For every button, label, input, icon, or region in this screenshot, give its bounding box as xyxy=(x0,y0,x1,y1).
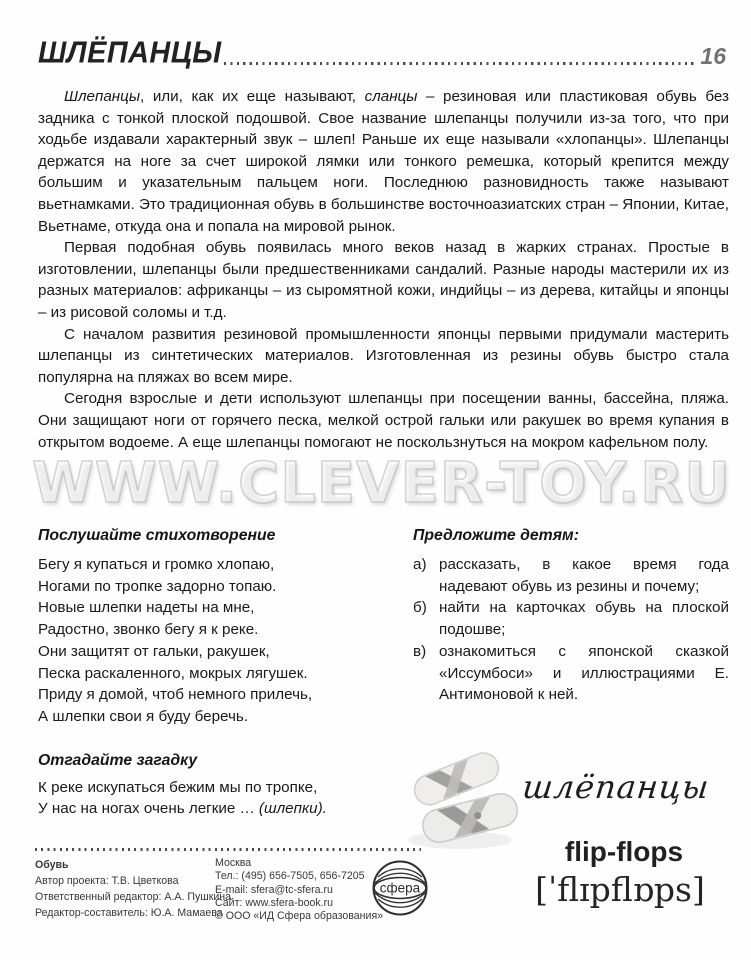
task-marker: б) xyxy=(413,599,427,617)
footer-contact-line: Сайт: www.sfera-book.ru xyxy=(215,896,334,909)
task-text: найти на карточках обувь на плоской подошве; xyxy=(439,599,729,639)
poem-line: Они защитят от гальки, ракушек, xyxy=(38,642,270,660)
poem-column xyxy=(38,527,398,820)
footer-contact-line: Тел.: (495) 656-7505, 656-7205 xyxy=(215,870,365,883)
intro-p1-text2: – резиновая или пластиковая обувь без задника с тонкой плоской подошвой. Свое название шлепанцы получили из-за того, что при ходьбе издавали характерный звук – шлеп! Раньше их еще называли «хлопанцы». Шлепанцы держатся на ноге за счет широкой лямки или тонкого ремешка, который крепится между большим и указательным пальцем ноги. Последнюю разновидность также называют вьетнамками. Это традиционная обувь в большинстве восточноазиатских стран – Японии, Китае, Вьетнаме, откуда она и попала на мировой рынок. xyxy=(38,88,729,235)
intro-paragraph-2: Первая подобная обувь появилась много веков назад в жарких странах. Простые в изготовлении, шлепанцы были предшественниками сандалий. Разные народы мастерили их из разных материалов: африканцы – из сыромятной кожи, индийцы – из дерева, китайцы и японцы – из рисовой соломы и т.д. xyxy=(38,239,729,321)
poem-heading: Послушайте стихотворение xyxy=(38,527,276,544)
poem-line: Радостно, звонко бегу я к реке. xyxy=(38,621,259,639)
footer-credits xyxy=(35,857,231,921)
flip-flops-photo xyxy=(398,748,526,857)
poem-line: Ногами по тропке задорно топаю. xyxy=(38,577,277,595)
vocab-english-word: flip-flops xyxy=(564,836,684,867)
footer-dotted-rule xyxy=(35,848,421,851)
task-text: рассказать, в какое время года надевают обувь из резины и почему; xyxy=(439,556,729,595)
sfera-logo-icon xyxy=(371,859,429,917)
riddle-text xyxy=(38,777,398,820)
poem-line: А шлепки свои я буду беречь. xyxy=(38,707,249,725)
poem-line: Песка раскаленного, мокрых лягушек. xyxy=(38,664,308,682)
riddle-line-2 xyxy=(38,798,398,820)
intro-p1-text1: , или, как их еще называют, xyxy=(140,88,365,105)
riddle-line-2-text: У нас на ногах очень легкие … xyxy=(38,800,259,818)
poem-line: Приду я домой, чтоб немного прилечь, xyxy=(38,686,313,704)
dotted-leader xyxy=(224,62,694,66)
flip-flops-illustration xyxy=(398,748,526,852)
tasks-heading: Предложите детям: xyxy=(413,527,579,544)
footer-contacts xyxy=(215,857,383,923)
footer-credit-line: Редактор-составитель: Ю.А. Мамаева xyxy=(35,907,223,919)
intro-paragraph-4: Сегодня взрослые и дети используют шлепанцы при посещении ванны, бассейна, пляжа. Они защищают ноги от горячего песка, мелкой острой гальки или ракушек во время купания в открытом водоеме. А еще шлепанцы помогают не поскользнуться на мокром кафельном полу. xyxy=(38,390,729,451)
footer-contact-line: E-mail: sfera@tc-sfera.ru xyxy=(215,883,333,896)
task-item xyxy=(413,597,729,640)
riddle-answer: (шлепки). xyxy=(258,800,327,818)
page-title: ШЛЁПАНЦЫ xyxy=(38,35,222,70)
poem-text xyxy=(38,554,398,728)
task-marker: а) xyxy=(413,556,427,573)
riddle-heading: Отгадайте загадку xyxy=(38,751,198,769)
footer-credit-line: Ответственный редактор: А.А. Пушкина xyxy=(35,891,232,903)
site-watermark: WWW.CLEVER-TOY.RU xyxy=(32,451,731,516)
footer-contact-line: © ООО «ИД Сфера образования» xyxy=(215,910,384,923)
intro-paragraph-3: С началом развития резиновой промышленности японцы первыми придумали мастерить шлепанцы из синтетических материалов. Изготовленная из резины обувь быстро стала популярна на пляжах во всем мире. xyxy=(38,325,729,386)
sfera-publisher-logo xyxy=(371,859,429,922)
poem-line: Новые шлепки надеты на мне, xyxy=(38,599,255,617)
footer-credit-line: Автор проекта: Т.В. Цветкова xyxy=(35,875,179,887)
term-shlepantsy: Шлепанцы xyxy=(64,88,141,105)
page-number: 16 xyxy=(700,43,726,69)
poem-line: Бегу я купаться и громко хлопаю, xyxy=(38,556,275,573)
intro-text-block xyxy=(38,86,729,453)
intro-paragraph-1 xyxy=(38,86,729,237)
term-slantsy: сланцы xyxy=(364,88,418,105)
task-text: ознакомиться с японской сказкой «Иссумбоси» и иллюстрациями Е. Антимоновой к ней. xyxy=(439,642,729,704)
footer-series-title: Обувь xyxy=(35,859,69,871)
task-item xyxy=(413,554,729,597)
riddle-line-1: К реке искупаться бежим мы по тропке, xyxy=(38,778,318,796)
vocab-russian-script: шлёпанцы xyxy=(520,768,712,806)
task-marker: в) xyxy=(413,642,427,660)
footer-contact-line: Москва xyxy=(215,857,252,869)
tasks-list xyxy=(413,554,729,706)
task-item xyxy=(413,641,729,706)
sfera-logo-text: сфера xyxy=(379,880,421,896)
vocab-transcription: [ˈflɪpflɒps] xyxy=(535,870,705,909)
page-header xyxy=(38,36,726,68)
